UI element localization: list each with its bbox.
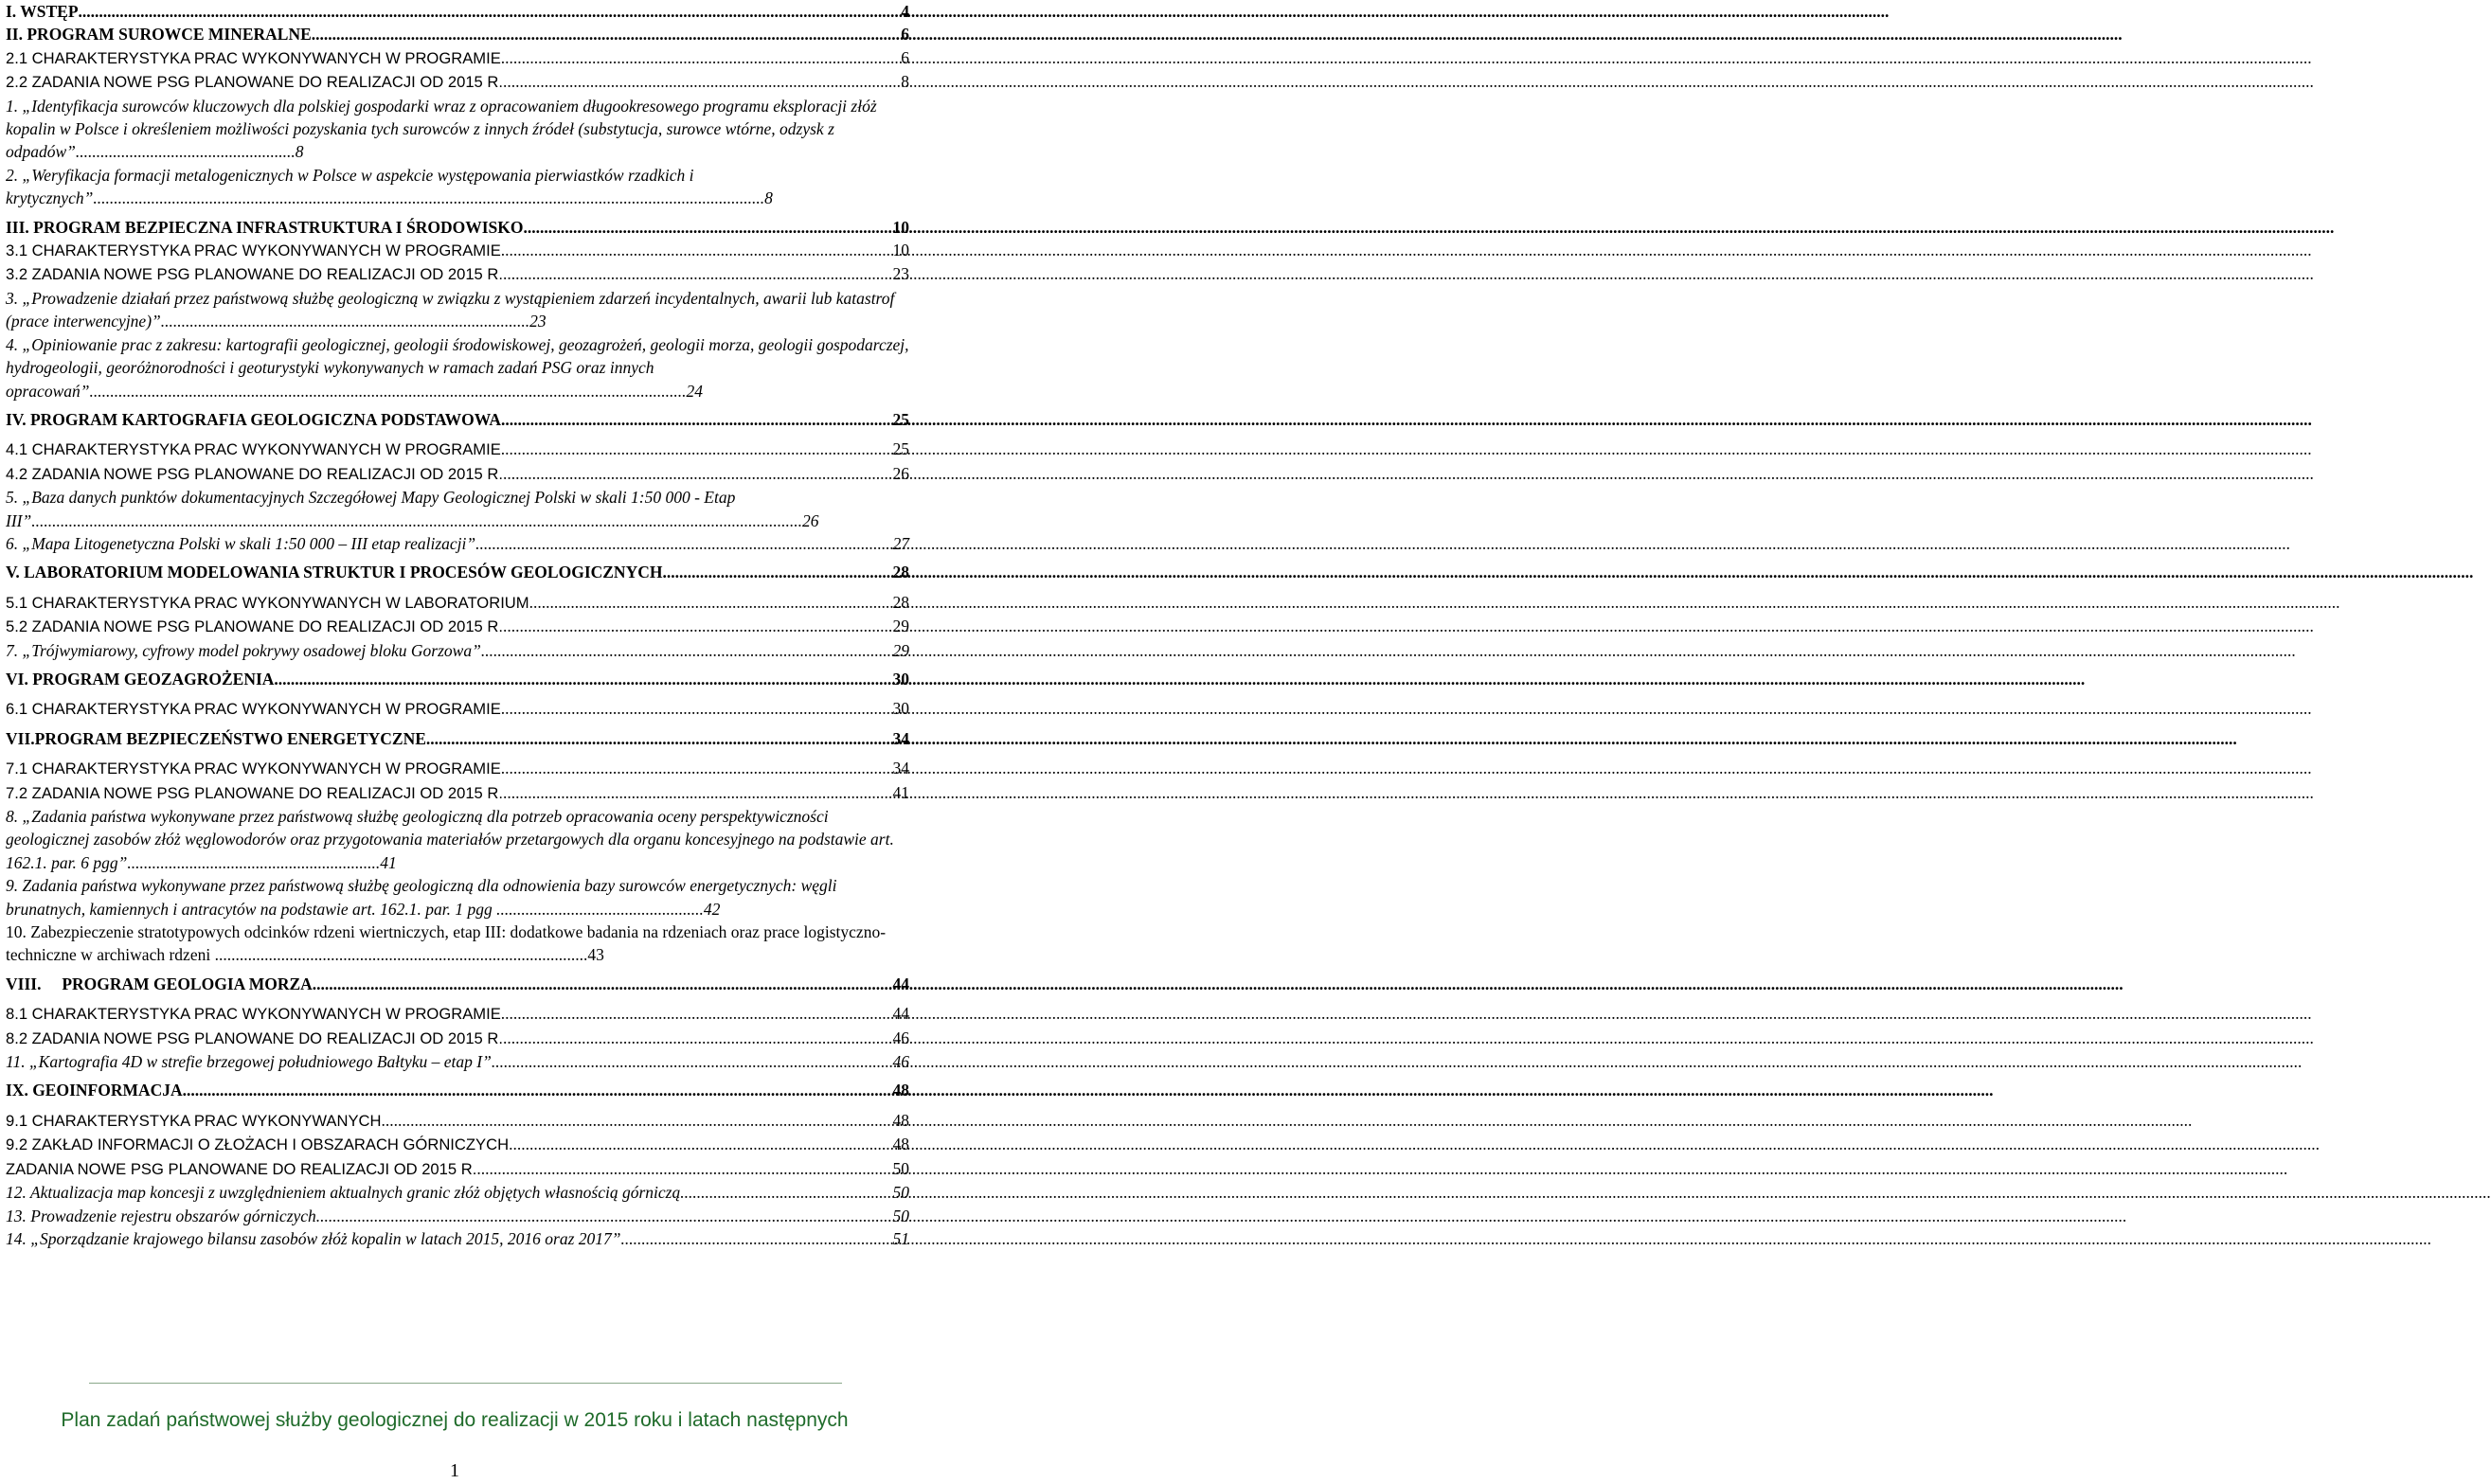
toc-entry-title: 14. „Sporządzanie krajowego bilansu zasobów złóż kopalin w latach 2015, 2016 oraz 2017”: [6, 1228, 621, 1248]
toc-entry-title: ZADANIA NOWE PSG PLANOWANE DO REALIZACJI OD 2015 R.: [6, 1159, 477, 1178]
toc-entry-title: 7.1 CHARAKTERYSTYKA PRAC WYKONYWANYCH W PROGRAMIE: [6, 760, 501, 778]
toc-page-number: 34: [892, 728, 909, 748]
toc-leader: [501, 239, 892, 261]
toc-entry-title: 4.1 CHARAKTERYSTYKA PRAC WYKONYWANYCH W PROGRAMIE: [6, 440, 501, 459]
toc-entry[interactable]: [6, 462, 909, 486]
toc-entry-title: 6. „Mapa Litogenetyczna Polski w skali 1:50 000 – III etap realizacji”.: [6, 533, 480, 553]
toc-entry[interactable]: [6, 1227, 909, 1250]
toc-page-number: 25: [892, 409, 909, 429]
toc-entry-title: 3.1 CHARAKTERYSTYKA PRAC WYKONYWANYCH W PROGRAMIE: [6, 241, 501, 260]
toc-entry-title: 11. „Kartografia 4D w strefie brzegowej południowego Bałtyku – etap I”: [6, 1052, 492, 1072]
toc-leader: [479, 532, 891, 555]
toc-entry[interactable]: [6, 561, 909, 583]
toc-page-number: 48: [892, 1110, 909, 1130]
toc-leader: [316, 1205, 892, 1227]
toc-entry-title: VII.PROGRAM BEZPIECZEŃSTWO ENERGETYCZNE: [6, 728, 426, 748]
toc-leader: ..........................................................................................: [210, 945, 588, 965]
toc-page-number: 50: [892, 1158, 909, 1178]
toc-leader: [382, 1109, 892, 1132]
toc-page-number: 8: [295, 142, 304, 162]
toc-page-number: 41: [892, 782, 909, 802]
toc-entry-title: II. PROGRAM SUROWCE MINERALNE: [6, 25, 312, 45]
toc-entry-title: III. PROGRAM BEZPIECZNA INFRASTRUKTURA I ŚRODOWISKO: [6, 217, 524, 237]
toc-page-number: 34: [892, 759, 909, 778]
toc-entry-title: 5.2 ZADANIA NOWE PSG PLANOWANE DO REALIZACJI OD 2015 R.: [6, 617, 503, 636]
toc-page-number: 42: [703, 899, 721, 919]
toc-entry[interactable]: [6, 23, 909, 45]
toc-entry[interactable]: [6, 1027, 909, 1050]
toc-leader: [501, 697, 892, 720]
toc-entry-title: VIII. PROGRAM GEOLOGIA MORZA: [6, 974, 313, 993]
toc-leader: .............................................................: [127, 852, 381, 872]
toc-leader: [476, 1157, 891, 1180]
toc-leader: [501, 438, 892, 460]
toc-entry[interactable]: [6, 874, 909, 921]
toc-leader: [183, 1079, 892, 1101]
toc-page-number: 23: [529, 312, 547, 331]
toc-entry-title: 3. „Prowadzenie działań przez państwową służbę geologiczną w związku z wystąpieniem zdarzeń incydentalnych, awarii lub katastrof (prace interwencyjne)”.: [6, 288, 895, 331]
toc-leader: [501, 1002, 892, 1025]
toc-entry[interactable]: [6, 973, 909, 995]
toc-page-number: 43: [587, 945, 604, 965]
toc-leader: [680, 1181, 891, 1204]
toc-leader: [509, 1133, 891, 1155]
toc-leader: ..........................................................................................................................................................................................: [31, 510, 802, 530]
toc-entry[interactable]: [6, 805, 909, 874]
toc-page-number: 46: [892, 1028, 909, 1047]
toc-leader: [662, 561, 891, 583]
toc-page-number: 50: [892, 1183, 909, 1203]
toc-entry[interactable]: [6, 287, 909, 333]
toc-page-number: 10: [892, 217, 909, 237]
toc-entry[interactable]: [6, 95, 909, 164]
toc-leader: [485, 639, 891, 662]
toc-entry-title: 4.2 ZADANIA NOWE PSG PLANOWANE DO REALIZACJI OD 2015 R.: [6, 464, 503, 483]
toc-page-number: 30: [892, 699, 909, 719]
toc-page-number: 44: [892, 1004, 909, 1024]
toc-page-number: 29: [892, 640, 909, 660]
toc-entry-title: 2.2 ZADANIA NOWE PSG PLANOWANE DO REALIZACJI OD 2015 R.: [6, 73, 503, 92]
toc-leader: [529, 591, 892, 614]
toc-entry[interactable]: [6, 591, 909, 615]
toc-entry-title: 5.1 CHARAKTERYSTYKA PRAC WYKONYWANYCH W LABORATORIUM: [6, 593, 529, 612]
toc-entry[interactable]: [6, 727, 909, 750]
toc-entry-title: 6.1 CHARAKTERYSTYKA PRAC WYKONYWANYCH W PROGRAMIE: [6, 700, 501, 719]
toc-page-number: 28: [892, 563, 909, 582]
toc-entry[interactable]: [6, 216, 909, 239]
toc-page-number: 8: [764, 188, 773, 208]
toc-entry[interactable]: [6, 0, 909, 23]
toc-entry[interactable]: [6, 408, 909, 431]
toc-entry[interactable]: [6, 781, 909, 805]
toc-entry[interactable]: [6, 1002, 909, 1026]
toc-leader: [523, 216, 891, 239]
toc-entry[interactable]: [6, 1079, 909, 1101]
toc-entry[interactable]: [6, 532, 909, 555]
toc-entry[interactable]: [6, 615, 909, 638]
toc-leader: [503, 70, 900, 93]
toc-entry-title: 10. Zabezpieczenie stratotypowych odcinków rdzeni wiertniczych, etap III: dodatkowe badania na rdzeniach oraz prace logistyczno-techniczne w archiwach rdzeni: [6, 922, 887, 965]
toc-entry[interactable]: [6, 1109, 909, 1133]
toc-entry-title: 9. Zadania państwa wykonywane przez państwową służbę geologiczną dla odnowienia bazy surowców energetycznych: węgli brunatnych, kamiennych i antracytów na podstawie art. 162.1. par. 1 pgg: [6, 876, 837, 919]
toc-page-number: 4: [901, 2, 909, 21]
toc-entry[interactable]: [6, 757, 909, 780]
toc-entry[interactable]: [6, 1050, 909, 1073]
toc-entry[interactable]: [6, 921, 909, 967]
toc-leader: [503, 262, 892, 285]
toc-page-number: 29: [892, 617, 909, 636]
toc-entry-title: 4. „Opiniowanie prac z zakresu: kartografii geologicznej, geologii środowiskowej, geozagrożeń, geologii morza, geologii gospodarczej, hydrogeologii, georóżnorodności i geoturystyki wykonywanych w ramach zadań PSG oraz innych opracowań”.: [6, 334, 909, 401]
toc-page-number: 8: [901, 72, 909, 92]
toc-entry-title: VI. PROGRAM GEOZAGROŻENIA: [6, 669, 275, 688]
toc-page-number: 48: [892, 1081, 909, 1100]
toc-leader: [501, 757, 892, 779]
toc-entry-title: 8.1 CHARAKTERYSTYKA PRAC WYKONYWANYCH W PROGRAMIE: [6, 1005, 501, 1024]
toc-page-number: 24: [686, 381, 703, 401]
toc-entry-title: 2. „Weryfikacja formacji metalogenicznych w Polsce w aspekcie występowania pierwiastków rzadkich i krytycznych”: [6, 165, 694, 208]
toc-leader: .....................................................: [75, 142, 296, 162]
toc-entry[interactable]: [6, 486, 909, 532]
toc-entry[interactable]: [6, 70, 909, 94]
toc-page-number: 10: [892, 241, 909, 260]
toc-leader: ...............................................................................................................................................: [93, 381, 687, 401]
toc-entry-title: IX. GEOINFORMACJA: [6, 1081, 183, 1100]
toc-page-number: 23: [892, 264, 909, 284]
toc-page-number: 46: [892, 1052, 909, 1072]
toc-entry-title: IV. PROGRAM KARTOGRAFIA GEOLOGICZNA PODSTAWOWA: [6, 409, 501, 429]
toc-leader: [501, 408, 892, 431]
toc-page-number: 48: [892, 1135, 909, 1154]
toc-leader: [503, 1027, 892, 1049]
toc-leader: [426, 727, 892, 750]
toc-entry-title: 8.2 ZADANIA NOWE PSG PLANOWANE DO REALIZACJI OD 2015 R.: [6, 1028, 503, 1047]
toc-entry-title: 5. „Baza danych punktów dokumentacyjnych Szczegółowej Mapy Geologicznej Polski w skali 1:50 000 - Etap III”: [6, 488, 736, 530]
toc-leader: [503, 615, 892, 637]
toc-entry-title: 3.2 ZADANIA NOWE PSG PLANOWANE DO REALIZACJI OD 2015 R.: [6, 265, 503, 284]
toc-entry-title: V. LABORATORIUM MODELOWANIA STRUKTUR I PROCESÓW GEOLOGICZNYCH: [6, 563, 663, 582]
toc-leader: ..................................................................................................................................................................: [93, 188, 765, 208]
toc-page-number: 26: [892, 463, 909, 483]
toc-leader: [492, 1050, 892, 1073]
toc-entry-title: 2.1 CHARAKTERYSTYKA PRAC WYKONYWANYCH W PROGRAMIE: [6, 48, 501, 67]
toc-entry[interactable]: [6, 46, 909, 70]
toc-page-number: 27: [892, 533, 909, 553]
toc-entry[interactable]: [6, 1181, 909, 1204]
toc-leader: [621, 1227, 892, 1250]
toc-page-number: 41: [380, 852, 397, 872]
toc-entry[interactable]: [6, 1133, 909, 1156]
toc-entry-title: I. WSTĘP: [6, 2, 79, 21]
toc-leader: [274, 668, 891, 690]
toc-page-number: 30: [892, 669, 909, 688]
toc-entry-title: 9.2 ZAKŁAD INFORMACJI O ZŁOŻACH I OBSZARACH GÓRNICZYCH: [6, 1135, 510, 1154]
toc-entry-title: 7. „Trójwymiarowy, cyfrowy model pokrywy osadowej bloku Gorzowa”.: [6, 640, 486, 660]
toc-page-number: 28: [892, 592, 909, 612]
toc-page-number: 6: [901, 47, 909, 67]
toc-leader: ..................................................: [492, 899, 704, 919]
toc-entry[interactable]: [6, 668, 909, 690]
toc-leader: [312, 23, 900, 45]
toc-page-number: 44: [892, 974, 909, 993]
footer-title: Plan zadań państwowej służby geologicznej do realizacji w 2015 roku i latach następnych: [61, 1409, 849, 1431]
toc-entry-title: 12. Aktualizacja map koncesji z uwzględnieniem aktualnych granic złóż objętych własnością górniczą: [6, 1183, 681, 1203]
toc-entry[interactable]: [6, 639, 909, 662]
toc-entry[interactable]: [6, 164, 909, 210]
toc-entry[interactable]: [6, 333, 909, 402]
toc-leader: ........................................................................................: [165, 312, 530, 331]
toc-page-number: 6: [901, 25, 909, 45]
toc-page-number: 26: [801, 510, 819, 530]
toc-leader: [313, 973, 892, 995]
toc-leader: [503, 781, 892, 804]
toc-leader: [79, 0, 901, 23]
toc-entry-title: 8. „Zadania państwa wykonywane przez państwową służbę geologiczną dla potrzeb opracowania oceny perspektywiczności geologicznej zasobów złóż węglowodorów oraz przygotowania materiałów przetargowych dla organu koncesyjnego na podstawie art. 162.1. par. 6 pgg”: [6, 807, 894, 872]
toc-entry[interactable]: [6, 438, 909, 461]
toc-entry[interactable]: [6, 1157, 909, 1181]
toc-entry[interactable]: [6, 239, 909, 262]
table-of-contents: [6, 0, 909, 1250]
toc-entry[interactable]: [6, 1205, 909, 1227]
toc-page-number: 51: [892, 1228, 909, 1248]
toc-page-number: 25: [892, 439, 909, 459]
footer-divider: [89, 1383, 842, 1384]
toc-entry-title: 13. Prowadzenie rejestru obszarów górniczych: [6, 1206, 316, 1225]
toc-entry-title: 9.1 CHARAKTERYSTYKA PRAC WYKONYWANYCH: [6, 1111, 382, 1130]
toc-entry[interactable]: [6, 697, 909, 721]
toc-page-number: 50: [892, 1206, 909, 1225]
toc-entry[interactable]: [6, 262, 909, 286]
toc-entry-title: 1. „Identyfikacja surowców kluczowych dla polskiej gospodarki wraz z opracowaniem długookresowego programu eksploracji złóż kopalin w Polsce i określeniem możliwości pozyskania tych surowców z innych źródeł (substytucja, surowce wtórne, odzysk z odpadów”: [6, 96, 877, 162]
toc-entry-title: 7.2 ZADANIA NOWE PSG PLANOWANE DO REALIZACJI OD 2015 R.: [6, 783, 503, 802]
toc-leader: [503, 462, 892, 485]
toc-leader: [501, 46, 900, 69]
page-number: 1: [450, 1460, 459, 1481]
